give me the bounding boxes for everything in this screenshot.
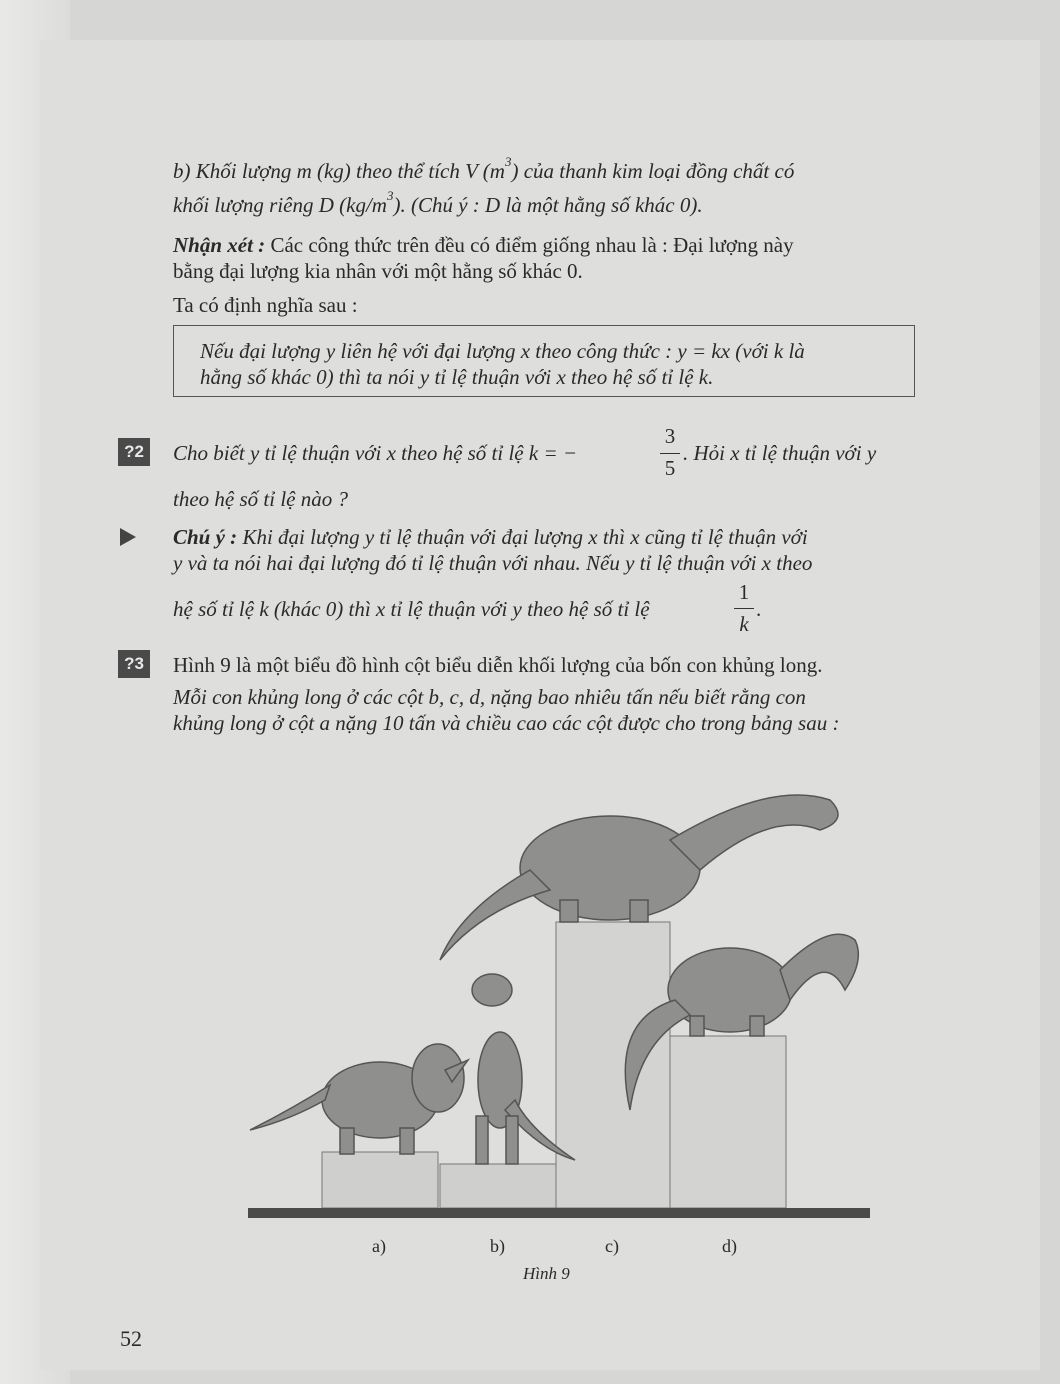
page-number: 52 — [120, 1326, 142, 1351]
bar-a — [322, 1152, 438, 1208]
question-badge-2: ?2 — [118, 438, 150, 466]
bar-d — [670, 1036, 786, 1208]
q2-line1: Cho biết y tỉ lệ thuận với x theo hệ số tỉ lệ k = − — [173, 441, 578, 465]
item-b-line1: b) Khối lượng m (kg) theo thể tích V $(m^3)$ của thanh kim loại đồng chất có — [173, 154, 795, 183]
triceratops-icon — [250, 1044, 468, 1154]
note-dot: . — [756, 597, 762, 621]
note-line3: hệ số tỉ lệ k (khác 0) thì x tỉ lệ thuận với y theo hệ số tỉ lệ — [173, 597, 650, 621]
q2-fraction-numerator: 3 — [664, 424, 676, 448]
baseline — [248, 1208, 870, 1218]
bar-c — [556, 922, 670, 1208]
note-arrow-icon — [120, 528, 136, 546]
nhan-xet-line2: bằng đại lượng kia nhân với một hằng số khác 0. — [173, 259, 583, 283]
question-badge-3: ?3 — [118, 650, 150, 678]
nhan-xet-line1: Nhận xét : Các công thức trên đều có điểm giống nhau là : Đại lượng này — [173, 233, 794, 257]
q2-fraction-bar — [660, 453, 680, 454]
bar-label-c: c) — [605, 1236, 619, 1256]
definition-intro: Ta có định nghĩa sau : — [173, 293, 358, 317]
q3-line2: Mỗi con khủng long ở các cột b, c, d, nặng bao nhiêu tấn nếu biết rằng con — [173, 685, 806, 709]
note-line1: Chú ý : Khi đại lượng y tỉ lệ thuận với đại lượng x thì x cũng tỉ lệ thuận với — [173, 525, 808, 549]
definition-line1: Nếu đại lượng y liên hệ với đại lượng x theo công thức : y = kx (với k là — [200, 339, 805, 363]
bar-label-d: d) — [722, 1236, 737, 1256]
q3-line3: khủng long ở cột a nặng 10 tấn và chiều cao các cột được cho trong bảng sau : — [173, 711, 840, 735]
q2-fraction-denominator: 5 — [664, 456, 676, 480]
bar-b — [440, 1164, 556, 1208]
note-fraction-denominator: k — [739, 612, 749, 636]
bar-label-b: b) — [490, 1236, 505, 1256]
note-line2: y và ta nói hai đại lượng đó tỉ lệ thuận với nhau. Nếu y tỉ lệ thuận với x theo — [173, 551, 813, 575]
note-fraction-numerator: 1 — [738, 580, 750, 604]
note-fraction-bar — [734, 608, 754, 609]
item-b-line2: khối lượng riêng D $(kg/m^3)$. (Chú ý : D là một hằng số khác 0). — [173, 188, 703, 217]
definition-line2: hằng số khác 0) thì ta nói y tỉ lệ thuận với x theo hệ số tỉ lệ k. — [200, 365, 714, 389]
figure-caption: Hình 9 — [523, 1264, 570, 1283]
q3-line1: Hình 9 là một biểu đồ hình cột biểu diễn khối lượng của bốn con khủng long. — [173, 653, 823, 677]
q2-line1-end: . Hỏi x tỉ lệ thuận với y — [683, 441, 877, 465]
q2-line2: theo hệ số tỉ lệ nào ? — [173, 487, 348, 511]
dinosaur-bar-figure — [230, 760, 880, 1230]
bar-label-a: a) — [372, 1236, 386, 1256]
